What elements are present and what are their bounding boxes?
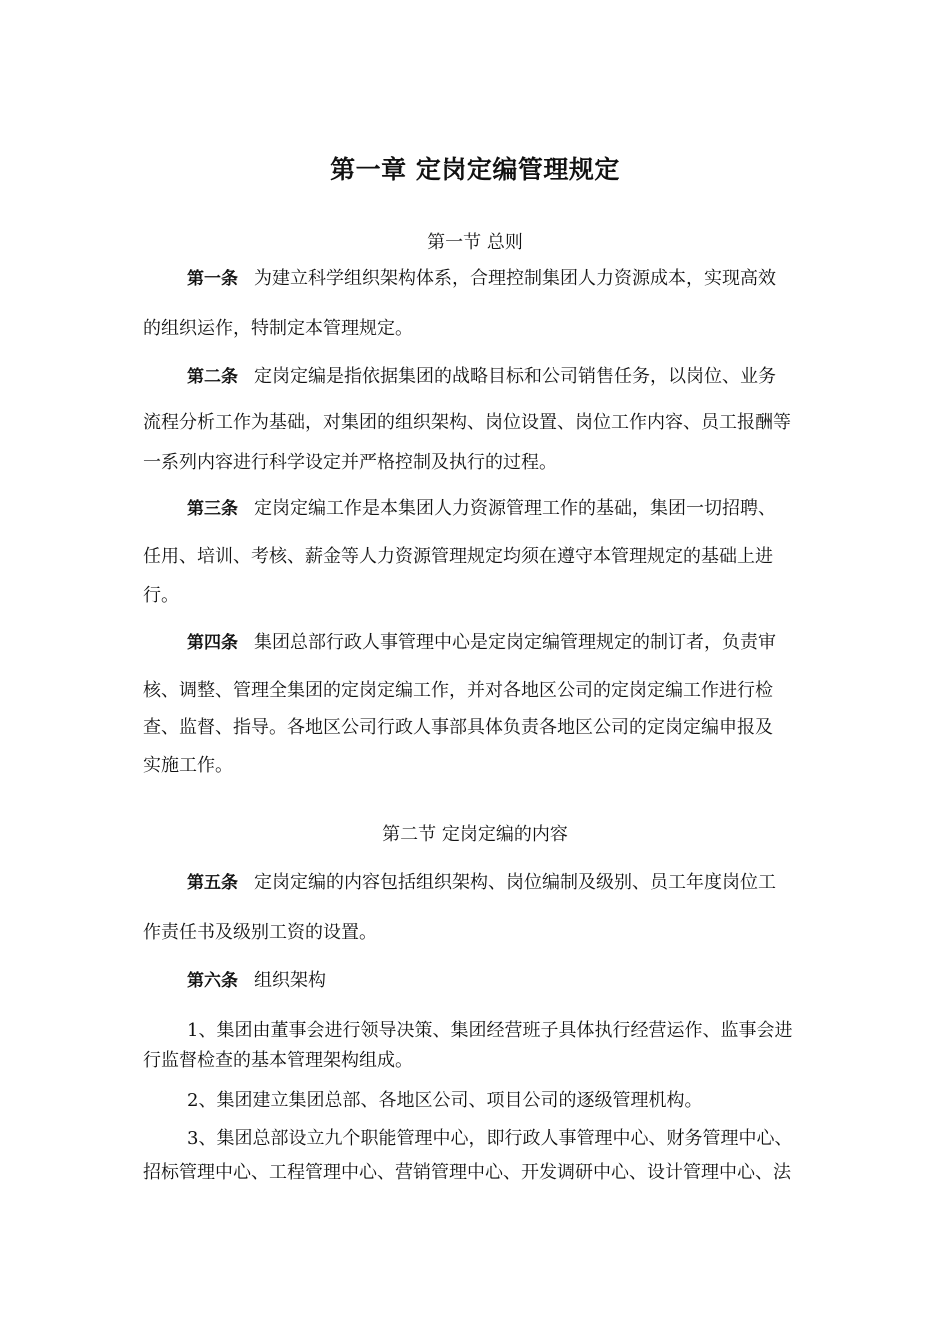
list-item-text: 1、集团由董事会进行领导决策、集团经营班子具体执行经营运作、监事会进 (187, 1020, 793, 1041)
article-text: 作责任书及级别工资的设置。 (143, 922, 377, 943)
list-item-text: 2、集团建立集团总部、各地区公司、项目公司的逐级管理机构。 (187, 1090, 703, 1111)
article-text: 任用、培训、考核、薪金等人力资源管理规定均须在遵守本管理规定的基础上进 (143, 546, 773, 567)
article-text: 定岗定编的内容包括组织架构、岗位编制及级别、员工年度岗位工 (254, 872, 776, 893)
article-text: 定岗定编工作是本集团人力资源管理工作的基础，集团一切招聘、 (254, 498, 776, 519)
article-label: 第三条 (187, 499, 238, 519)
article-text: 为建立科学组织架构体系，合理控制集团人力资源成本，实现高效 (254, 268, 776, 289)
chapter-title: 第一章 定岗定编管理规定 (330, 155, 620, 184)
article-text: 行。 (143, 585, 179, 606)
list-item-text: 3、集团总部设立九个职能管理中心，即行政人事管理中心、财务管理中心、 (187, 1128, 793, 1149)
article-text: 一系列内容进行科学设定并严格控制及执行的过程。 (143, 452, 557, 473)
article-label: 第四条 (187, 633, 238, 653)
article-label: 第一条 (187, 269, 238, 289)
article-text: 实施工作。 (143, 755, 233, 776)
article-label: 第六条 (187, 971, 238, 991)
section-title-1: 第一节 总则 (427, 232, 523, 253)
article-text: 流程分析工作为基础，对集团的组织架构、岗位设置、岗位工作内容、员工报酬等 (143, 412, 791, 433)
article-label: 第五条 (187, 873, 238, 893)
article-text: 的组织运作，特制定本管理规定。 (143, 318, 413, 339)
list-item-text: 招标管理中心、工程管理中心、营销管理中心、开发调研中心、设计管理中心、法 (143, 1162, 791, 1183)
article-text: 查、监督、指导。各地区公司行政人事部具体负责各地区公司的定岗定编申报及 (143, 717, 773, 738)
article-label: 第二条 (187, 367, 238, 387)
article-text: 核、调整、管理全集团的定岗定编工作，并对各地区公司的定岗定编工作进行检 (143, 680, 773, 701)
article-text: 集团总部行政人事管理中心是定岗定编管理规定的制订者，负责审 (254, 632, 776, 653)
article-text: 组织架构 (254, 970, 326, 991)
list-item-text: 行监督检查的基本管理架构组成。 (143, 1050, 413, 1071)
section-title-2: 第二节 定岗定编的内容 (382, 824, 568, 845)
article-text: 定岗定编是指依据集团的战略目标和公司销售任务，以岗位、业务 (254, 366, 776, 387)
